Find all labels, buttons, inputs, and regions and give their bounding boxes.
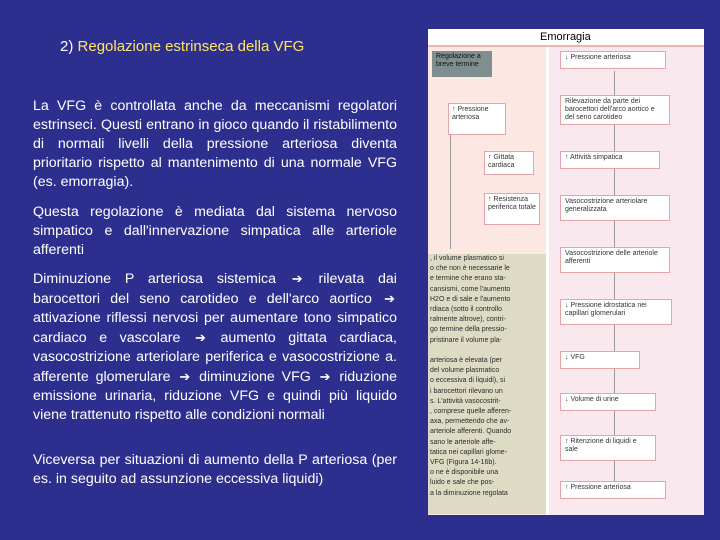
paragraph-intro: La VFG è controllata anche da meccanismi regolatori estrinseci. Questi entrano in gioco quando il ristabilimento di normali livelli della pressione arteriosa diventa prioritario rispetto al mantenimento di una normale VFG (es. emorragia). [33, 98, 397, 190]
book-line: axa, permettendo che av- [430, 418, 510, 426]
book-line: luido e sale che pos- [430, 479, 495, 487]
book-line: go termine della pressio- [430, 326, 507, 334]
arrow-icon: ➔ [179, 369, 191, 384]
arrow-icon: ➔ [194, 330, 206, 345]
box-fluid-retention: ↑ Ritenzione di liquidi e sale [560, 435, 656, 461]
book-line: H2O e di sale e l'aumento [430, 295, 511, 303]
left-box-pressure: ↑ Pressione arteriosa [448, 103, 506, 135]
box-vasoconstriction-afferent: Vasocostrizione delle arteriole afferenti [560, 247, 670, 273]
emorragia-diagram [428, 29, 704, 515]
book-line: sano le arteriole affe- [430, 438, 496, 446]
slide-title [60, 38, 304, 55]
textbook-excerpt [428, 254, 546, 514]
book-line [428, 346, 546, 356]
book-line: i barocettori rilevano un [430, 387, 503, 395]
flow-line [614, 71, 615, 491]
arrow-icon: ➔ [291, 271, 303, 286]
mechanism-step-6: riduzione emissione urinaria, riduzione VFG e quindi più liquido viene trattenuto rispetto alle condizioni normali [33, 369, 397, 423]
arrow-icon: ➔ [384, 291, 395, 306]
box-pressure-down: ↓ Pressione arteriosa [560, 51, 666, 69]
title-number: 2) [60, 38, 74, 55]
figure-title: Emorragia [540, 31, 591, 43]
book-line: , il volume plasmatico si [430, 255, 504, 262]
book-line: o che non è necessarie le [430, 265, 510, 273]
box-hydrostatic-pressure: ↓ Pressione idrostatica nei capillari glomerulari [560, 299, 672, 325]
mechanism-step-2: rilevata dai barocettori del seno carotideo e dell'arco aortico [33, 271, 397, 307]
book-line: rdiaca (sotto il controllo [430, 306, 502, 314]
book-line: pristinare il volume pla- [430, 336, 502, 344]
feedback-line [450, 119, 451, 249]
left-box-peripheral-resistance: ↑ Resistenza periferica totale [484, 193, 540, 225]
mechanism-step-1: Diminuzione P arteriosa sistemica [33, 271, 276, 287]
box-urine-volume: ↓ Volume di urine [560, 393, 656, 411]
book-line: s. L'attività vasocostrit- [430, 397, 501, 405]
book-line: cansismi, come l'aumento [430, 285, 511, 293]
box-vfg-down: ↓ VFG [560, 351, 640, 369]
short-term-tag: Regolazione a breve termine [432, 51, 492, 77]
book-line: arteriosa è elevata (per [430, 357, 502, 365]
paragraph-mechanism [33, 269, 397, 425]
arrow-icon: ➔ [319, 369, 331, 384]
book-line: del volume plasmatico [430, 367, 500, 375]
book-line: tatica nei capillari glome- [430, 448, 508, 456]
box-baroreceptors: Rilevazione da parte dei barocettori dell'arco aortico e del seno carotideo [560, 95, 670, 125]
box-vasoconstriction-general: Vasocostrizione arteriolare generalizzata [560, 195, 670, 221]
title-text: Regolazione estrinseca della VFG [77, 38, 305, 55]
left-box-cardiac-output: ↑ Gittata cardiaca [484, 151, 534, 175]
book-line: ralmente altrove), contri- [430, 316, 506, 324]
book-line: VFG (Figura 14-16b). [430, 459, 497, 467]
box-sympathetic-up: ↑ Attività simpatica [560, 151, 660, 169]
book-line: , comprese quelle afferen- [430, 408, 512, 416]
mechanism-step-5: diminuzione VFG [199, 369, 311, 385]
book-line: a la diminuzione regolata [430, 489, 508, 497]
mechanism-step-4: aumento gittata cardiaca, vasocostrizione arteriolare periferica e vasocostrizione a. afferente glomerulare [33, 330, 397, 385]
box-pressure-up: ↑ Pressione arteriosa [560, 481, 666, 499]
book-line: e termine che erano sta- [430, 275, 506, 283]
book-line: o eccessiva di liquidi), si [430, 377, 506, 385]
paragraph-converse: Viceversa per situazioni di aumento della P arteriosa (per es. in seguito ad assunzione eccessiva liquidi) [33, 452, 397, 487]
book-line: arteriole afferenti. Quando [430, 428, 512, 436]
mechanism-step-3: attivazione riflessi nervosi per aumentare tono simpatico cardiaco e vascolare [33, 310, 397, 346]
book-line: o ne è disponibile una [430, 469, 499, 477]
paragraph-sympathetic: Questa regolazione è mediata dal sistema nervoso simpatico e dall'innervazione simpatica alle arteriole afferenti [33, 204, 397, 258]
